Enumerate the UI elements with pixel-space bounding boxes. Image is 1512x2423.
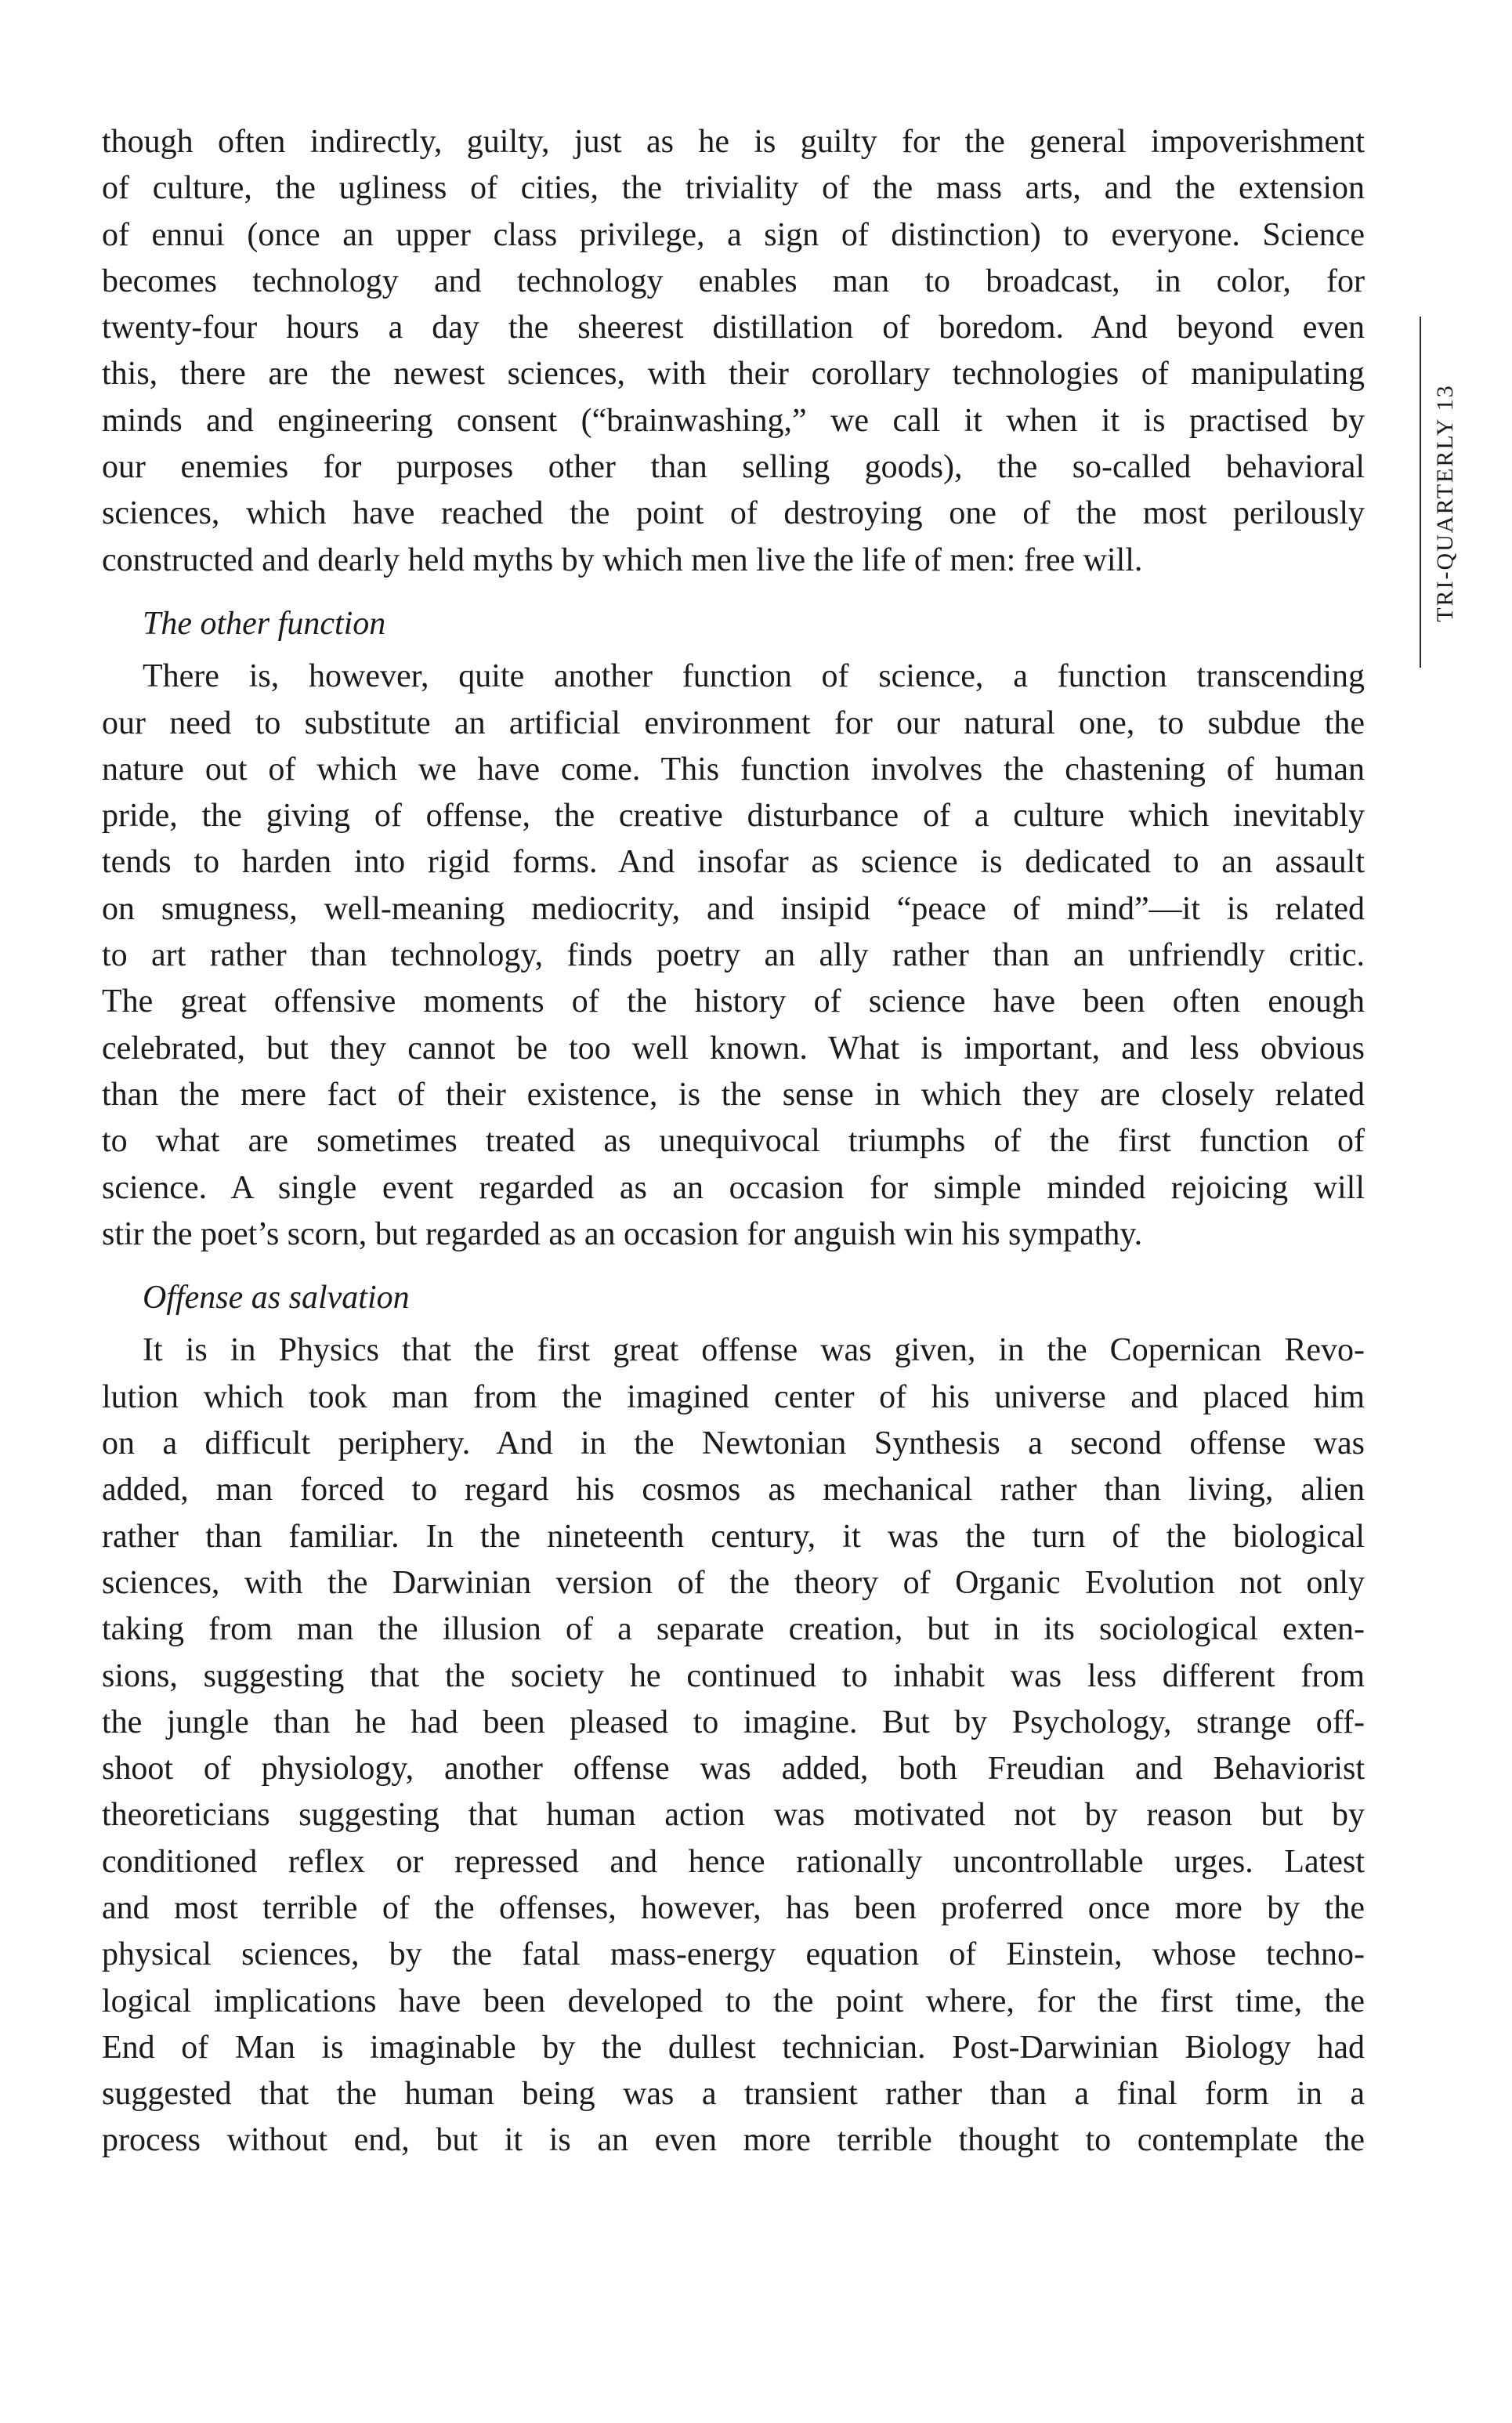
section-heading-offense-as-salvation: Offense as salvation: [143, 1280, 410, 1317]
text-line: rather than familiar. In the nineteenth century, it was the turn of the biological: [102, 1518, 1365, 1555]
text-line: suggested that the human being was a transient rather than a final form in a: [102, 2076, 1365, 2113]
text-line: to art rather than technology, finds poetry an ally rather than an unfriendly critic.: [102, 937, 1365, 974]
margin-rule: [1420, 317, 1421, 668]
text-line: stir the poet’s scorn, but regarded as an occasion for anguish win his sympathy.: [102, 1215, 1143, 1252]
paragraph-other-function: [102, 654, 1365, 1258]
page-body: [102, 119, 1365, 2164]
text-line: It is in Physics that the first great offense was given, in the Copernican Revo-: [143, 1332, 1365, 1369]
text-line: taking from man the illusion of a separate creation, but in its sociological exten-: [102, 1611, 1365, 1648]
text-line: sciences, which have reached the point of destroying one of the most perilously: [102, 495, 1365, 532]
text-line: conditioned reflex or repressed and hence rationally uncontrollable urges. Latest: [102, 1843, 1365, 1880]
running-head: TRI-QUARTERLY 13: [1432, 384, 1458, 622]
text-line: shoot of physiology, another offense was added, both Freudian and Behaviorist: [102, 1751, 1365, 1787]
paragraph-continuation: [102, 119, 1365, 584]
text-line: science. A single event regarded as an occasion for simple minded rejoicing will: [102, 1169, 1365, 1206]
text-line: process without end, but it is an even more terrible thought to contemplate the: [102, 2122, 1365, 2159]
text-line: than the mere fact of their existence, is the sense in which they are closely related: [102, 1076, 1365, 1113]
text-line: of culture, the ugliness of cities, the triviality of the mass arts, and the extension: [102, 170, 1365, 207]
section-heading-other-function: The other function: [143, 605, 386, 642]
text-line: twenty-four hours a day the sheerest distillation of boredom. And beyond even: [102, 310, 1365, 346]
text-line: this, there are the newest sciences, with their corollary technologies of manipulating: [102, 356, 1365, 393]
text-line: on a difficult periphery. And in the Newtonian Synthesis a second offense was: [102, 1425, 1365, 1462]
text-line: End of Man is imaginable by the dullest technician. Post-Darwinian Biology had: [102, 2029, 1365, 2066]
text-line: celebrated, but they cannot be too well known. What is important, and less obvious: [102, 1030, 1365, 1067]
text-line: There is, however, quite another function of science, a function transcending: [143, 658, 1365, 695]
text-line: added, man forced to regard his cosmos as mechanical rather than living, alien: [102, 1472, 1365, 1508]
text-line: minds and engineering consent (“brainwashing,” we call it when it is practised by: [102, 402, 1365, 439]
text-line: sciences, with the Darwinian version of the theory of Organic Evolution not only: [102, 1564, 1365, 1601]
text-line: our enemies for purposes other than selling goods), the so-called behavioral: [102, 449, 1365, 486]
text-line: our need to substitute an artificial environment for our natural one, to subdue the: [102, 704, 1365, 741]
text-line: lution which took man from the imagined center of his universe and placed him: [102, 1378, 1365, 1415]
text-line: becomes technology and technology enables man to broadcast, in color, for: [102, 263, 1365, 299]
text-line: of ennui (once an upper class privilege, a sign of distinction) to everyone. Science: [102, 216, 1365, 253]
text-line: The great offensive moments of the history of science have been often enough: [102, 983, 1365, 1020]
text-line: nature out of which we have come. This function involves the chastening of human: [102, 751, 1365, 788]
text-line: sions, suggesting that the society he continued to inhabit was less different from: [102, 1657, 1365, 1694]
text-line: to what are sometimes treated as unequivocal triumphs of the first function of: [102, 1123, 1365, 1160]
text-line: and most terrible of the offenses, however, has been proferred once more by the: [102, 1889, 1365, 1926]
text-line: the jungle than he had been pleased to imagine. But by Psychology, strange off-: [102, 1704, 1365, 1740]
text-line: logical implications have been developed to the point where, for the first time, the: [102, 1983, 1365, 2019]
text-line: though often indirectly, guilty, just as he is guilty for the general impoverishment: [102, 124, 1365, 160]
text-line: physical sciences, by the fatal mass-energy equation of Einstein, whose techno-: [102, 1936, 1365, 1973]
text-line: pride, the giving of offense, the creative disturbance of a culture which inevitably: [102, 798, 1365, 835]
text-line: on smugness, well-meaning mediocrity, and insipid “peace of mind”—it is related: [102, 890, 1365, 927]
text-line: constructed and dearly held myths by which men live the life of men: free will.: [102, 541, 1143, 578]
text-line: theoreticians suggesting that human action was motivated not by reason but by: [102, 1797, 1365, 1834]
paragraph-offense-as-salvation: [102, 1327, 1365, 2164]
text-line: tends to harden into rigid forms. And insofar as science is dedicated to an assault: [102, 844, 1365, 881]
